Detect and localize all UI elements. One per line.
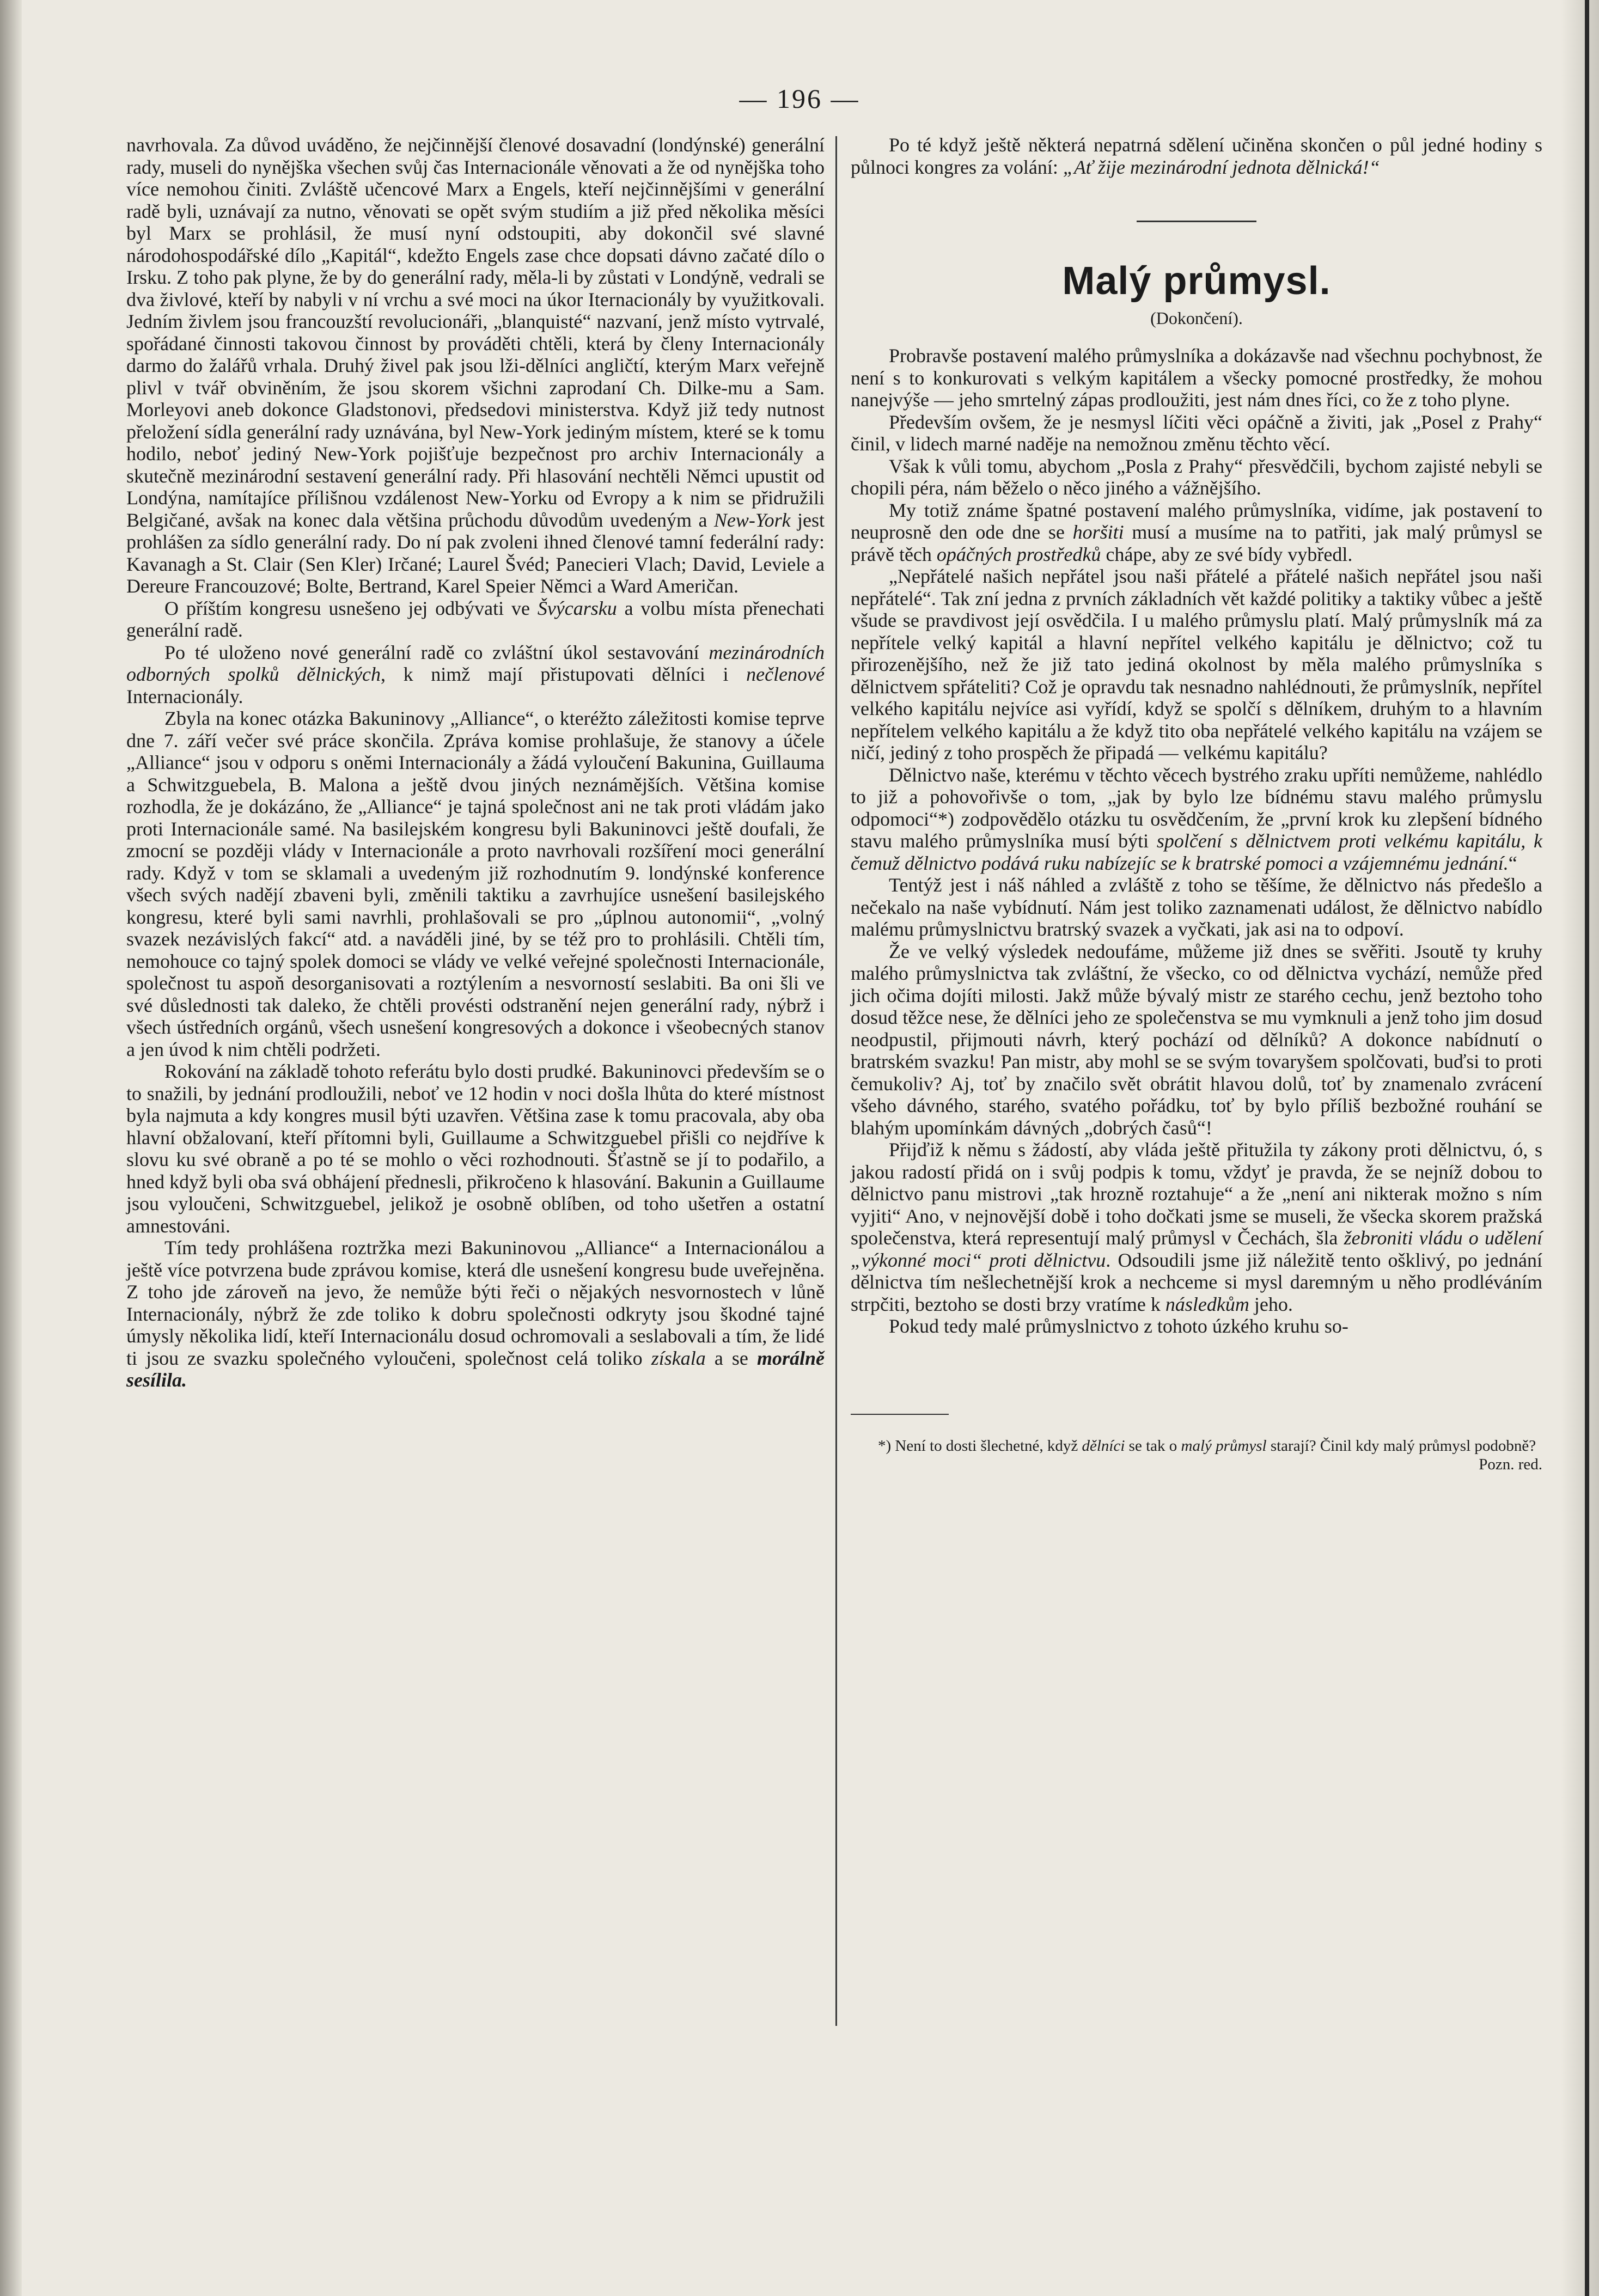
footnote-editor-note: Pozn. red. (1479, 1455, 1542, 1473)
right-paragraph-5: „Nepřátelé našich nepřátel jsou naši přátelé a přátelé našich nepřátel jsou naši nepřátelé“. Tak zní jedna z prvních základních vět každé politiky a taktiky vůbec a ještě všude se pravdivost její osvědčila. I u malého průmyslu platí. Malý průmyslník má za nepřítele velký kapitál a hlavní nepřítel velkého kapitálu je dělnictvo; což tu přirozenějšího, než že již tato jediná okolnost by měla malého průmyslníka s dělnictvem spřáteliti? Což je opravdu tak nesnadno nahlédnouti, že průmyslník, nepřítel velkého kapitálu nejvíce asi vyřídí, když se spolčí s dělníkem, druhým to a hlavním nepřítelem velkého kapitálu a že když tito oba nepřátelé velkého kapitálu na vzájem se ničí, jediný z toho prospěch že připadá — velkému kapitálu? (851, 565, 1542, 764)
moralne-italic: morálně sesílila. (126, 1347, 825, 1391)
left-paragraph-5: Rokování na základě tohoto referátu bylo dosti prudké. Bakuninovci především se o to snažili, by jednání prodloužili, neboť ve 12 hodin v noci došla lhůta do které místnost byla najmuta a kdy kongres musil býti uzavřen. Většina zase k tomu pracovala, aby oba hlavní obžalovaní, kteří přítomni byli, Guillaume a Schwitzguebel přišli co nejdříve k slovu ku své obraně a po té se mohlo o věci rozhodnouti. Šťastně se jí to podařilo, a hned když byli oba svá obhájení přednesli, přikročeno k hlasování. Bakunin a Guillaume jsou vyloučeni, Schwitzguebel, jelikož je osobně oblíben, od toho ušetřen a ostatní amnestováni. (126, 1060, 825, 1237)
left-paragraph-6: Tím tedy prohlášena roztržka mezi Bakuninovou „Alliance“ a Internacionálou a ještě více potvrzena bude zprávou komise, která dle usnešení kongresu bude uveřejněna. Z toho jde zároveň na jevo, že nemůže býti řeči o nějakých nesvornostech v lůně Internacionály, nýbrž že zde toliko k dobru společnosti odkryty jsou škodné tajné úmysly několika lidí, kteří Internacionálu dosud ochromovali a seslabovali a tím, že lidé ti jsou ze svazku společného vyloučeni, společnost celá toliko získala a se morálně sesílila. (126, 1237, 825, 1391)
left-column (126, 134, 825, 1391)
left-paragraph-2: O příštím kongresu usnešeno jej odbývati ve Švýcarsku a volbu místa přenechati generální radě. (126, 597, 825, 641)
right-intro: Po té když ještě některá nepatrná sdělení učiněna skončen o půl jedné hodiny s půlnoci kongres za volání: „Ať žije mezinárodní jednota dělnická!“ (851, 134, 1542, 178)
zebronit-italic: žebroniti vládu o udělení „výkonné moci“ proti dělnictvu (851, 1227, 1543, 1271)
nasledkum-italic: následkům (1165, 1293, 1249, 1315)
right-paragraph-9: Přijďiž k němu s žádostí, aby vláda ještě přitužila ty zákony proti dělnictvu, ó, s jakou radostí přidá on i svůj podpis k tomu, vždyť je pravda, že se nejníž dobou to dělnictvo panu mistrovi „tak hrozně roztahuje“ a že „není ani nikterak možno s ním vyjiti“ Ano, v nejnovější době i toho dočkati jsme se museli, že všecka skorem pražská společenstva, která representují malý průmysl v Čechách, šla žebroniti vládu o udělení „výkonné moci“ proti dělnictvu. Odsoudili jsme již náležitě tento ošklivý, po jednání dělnictva tím nešlechetnější krok a nechceme si mysl daremným u něho prodléváním strpčiti, beztoho se dosti brzy vratíme k následkům jeho. (851, 1139, 1543, 1315)
article-title: Malý průmysl. (1062, 259, 1331, 303)
right-paragraph-4: My totiž známe špatné postavení malého průmyslníka, vidíme, jak postavení to neuprosně den ode dne se horšiti musí a musíme na to patřiti, jak malý průmysl se právě těch opáčných prostředků chápe, aby ze své bídy vybředl. (851, 499, 1542, 565)
page-edge-right (1561, 0, 1599, 2296)
article-subtitle: (Dokončení). (1150, 308, 1243, 328)
right-paragraph-10: Pokud tedy malé průmyslnictvo z tohoto úzkého kruhu so- (889, 1315, 1348, 1337)
page-edge-left (0, 0, 22, 2296)
right-paragraph-3: Však k vůli tomu, abychom „Posla z Prahy“ přesvědčili, bychom zajisté nebyli se chopili péra, nám běželo o něco jiného a vážnějšího. (851, 455, 1542, 499)
right-paragraph-2: Především ovšem, že je nesmysl líčiti věci opáčně a živiti, jak „Posel z Prahy“ činil, v lidech marné naděje na nemožnou změnu těchto věcí. (851, 411, 1542, 455)
right-paragraph-8: Že ve velký výsledek nedoufáme, můžeme již dnes se svěřiti. Jsoutě ty kruhy malého průmyslnictva tak zvláštní, že všecko, co od dělnictva vychází, nemůže před jich očima dojíti milosti. Jakž může bývalý mistr ze starého cechu, jenž beztoho toho dosud těžce nese, že dělníci jeho ze společenstva se mu vymknuli a jenž toho jim dosud neodpustil, přijmouti návrh, který pochází od dělníků? A dokonce nabídnutí o bratrském svazku! Pan mistr, aby mohl se se svým tovaryšem spolčovati, buďsi to proti čemukoliv? Aj, toť by značilo svět obrátit hlavou dolů, toť by znamenalo zvrácení všeho dávného, starého, svatého pořádku, toť by bylo příliš bezbožné rouhání se blahým upomínkám dávných „dobrých časů“! (851, 940, 1542, 1139)
svycarsku-italic: Švýcarsku (537, 597, 617, 619)
column-rule (835, 136, 837, 2026)
page-number: — 196 — (739, 83, 860, 114)
footnote-rule (851, 1414, 949, 1415)
left-paragraph-4: Zbyla na konec otázka Bakuninovy „Alliance“, o kteréžto záležitosti komise teprve dne 7. září večer své práce skončila. Zpráva komise prohlašuje, že stanovy a účele „Alliance“ jsou v odporu s oněmi Internacionály a žádá vyloučení Bakunina, Guillauma a Schwitzguebela, B. Malona a ještě dvou jiných neznámějších. Většina komise rozhodla, že je dokázáno, že „Alliance“ je tajná společnost ani ne tak proti vládám jako proti Internacionále samé. Na basilejském kongresu byli Bakuninovci ještě doufali, že zmocní se později vlády v Internacionále a proto navrhovali rozšíření moci generální rady. Když v tom se sklamali a uvedeným již rozhodnutím 9. londýnské konference všech svých nadějí zbaveni byli, změnili taktiku a zavrhujíce usnešení basilejského kongresu, které byli sami navrhli, prohlašovali se pro „úplnou autonomii“, „volný svazek nezávislých fakcí“ atd. a naváděli jiné, by se též pro to prohlásili. Chtěli tím, nemohouce co tajný spolek domoci se vlády ve velké veřejné společnosti Internacionále, společnost tu aspoň desorganisovati a roztýlením a nesvorností seslabiti. Ba oni šli ve své důslednosti tak daleko, že chtěli provésti odstranění nejen generální rady, nýbrž i všech ústředních orgánů, všech usnešení kongresových a dokonce i všeobecných stanov a jen úvod k nim chtěli podržeti. (126, 707, 825, 1060)
left-paragraph-3: Po té uloženo nové generální radě co zvláštní úkol sestavování mezinárodních odborných spolků dělnických, k nimž mají přistupovati dělníci i nečlenové Internacionály. (126, 641, 825, 707)
binding-strip (1585, 0, 1589, 2296)
right-column (851, 134, 1542, 1474)
spolceni-italic: spolčení s dělnictvem proti velkému kapitálu, k čemuž dělnictvo podává ruku nabízejíc se k bratrské pomoci a vzájemnému jednání. (851, 830, 1542, 874)
slogan-italic: „Ať žije mezinárodní jednota dělnická!“ (1063, 156, 1380, 178)
right-paragraph-1: Probravše postavení malého průmyslníka a dokázavše nad všechnu pochybnost, že není s to konkurovati s velkým kapitálem a všecky pomocné prostředky, že mohou nanejvýše — jeho smrtelný zápas prodloužiti, jest nám dnes říci, co že z toho plyne. (851, 345, 1542, 411)
mezinarodnich-italic: mezinárodních odborných spolků dělnických (126, 641, 825, 685)
section-divider (1137, 221, 1256, 222)
left-paragraph-1: navrhovala. Za důvod uváděno, že nejčinnější členové dosavadní (londýnské) generální rady, museli do nynějška všechen svůj čas Internacionále věnovati a že od nynějška toho více nemohou činiti. Zvláště učencové Marx a Engels, kteří nejčinnějšími v generální radě byli, uznávají za nutno, věnovati se opět svým studiím a již před několika měsíci byl Marx se prohlásil, že musí nyní odstoupiti, aby dokončil své slavné národohospodářské dílo „Kapitál“, kdežto Engels zase chce dopsati dávno začaté dílo o Irsku. Z toho pak plyne, že by do generální rady, měla-li by zůstati v Londýně, vedrali se dva živlové, kteří by nabyli v ní vrchu a své moci na úkor Iternacionály by využitkovali. Jedním živlem jsou francouzští revolucionáři, „blanquisté“ nazvaní, jenž místo vytrvalé, spořádané činnosti takovou činnost by prováděti chtěli, která by členy Internacionály darmo do žalářů vrhala. Druhý živel pak jsou lži-dělníci angličtí, kterým Marx veřejně plivl v tvář obviněním, že jsou skorem všichni zaprodaní Ch. Dilke-mu a Sam. Morleyovi aneb dokonce Gladstonovi, předsedovi ministerstva. Když již tedy nutnost přeložení sídla generální rady uznávána, byl New-York jediným místem, které se k tomu hodilo, neboť jediný New-York pojišťuje bezpečnost pro archiv Internacionály a skutečně mezinárodní sestavení generální rady. Při hlasování nechtěli Němci upustit od Londýna, namítajíce přílišnou vzdálenost New-Yorku od Evropy a k nim se přidružili Belgičané, avšak na konec dala většina průchodu důvodům uvedeným a New-York jest prohlášen za sídlo generální rady. Do ní pak zvoleni ihned členové tamní federální rady: Kavanagh a St. Clair (Sen Kler) Irčané; Laurel Švéd; Panecieri Vlach; David, Leviele a Dereure Francouzové; Bolte, Bertrand, Karel Speier Němci a Ward Američan. (126, 134, 825, 597)
footnote-delnici-italic: dělníci (1082, 1437, 1125, 1455)
right-paragraph-7: Tentýž jest i náš náhled a zvláště z toho se těšíme, že dělnictvo nás předešlo a nečekalo na naše vybídnutí. Nám jest toliko zaznamenati událost, že dělnictvo nabídlo malému průmyslnictvu bratrský svazek a vyčkati, jak asi na to odpoví. (851, 874, 1542, 940)
newyork-italic: New-York (713, 509, 791, 531)
horsiti-italic: horšiti (1072, 521, 1124, 543)
necleny-italic: nečlenové (746, 663, 825, 685)
ziskala-italic: získala (651, 1347, 706, 1369)
right-paragraph-6: Dělnictvo naše, kterému v těchto věcech bystrého zraku upříti nemůžeme, nahlédlo to již a pohovořivše o tom, „jak by bylo lze bídnému stavu malého průmyslu odpomoci“*) zodpovědělo otázku tu osvědčením, že „první krok ku zlepšení bídného stavu malého průmyslníka musí býti spolčení s dělnictvem proti velkému kapitálu, k čemuž dělnictvo podává ruku nabízejíc se k bratrské pomoci a vzájemnému jednání.“ (851, 764, 1542, 874)
footnote: *) Není to dosti šlechetné, když dělníci se tak o malý průmysl starají? Činil kdy malý průmysl podobně? (878, 1437, 1536, 1455)
opacnych-italic: opáčných prostředků (936, 543, 1101, 565)
footnote-maly-prumysl-italic: malý průmysl (1181, 1437, 1267, 1455)
